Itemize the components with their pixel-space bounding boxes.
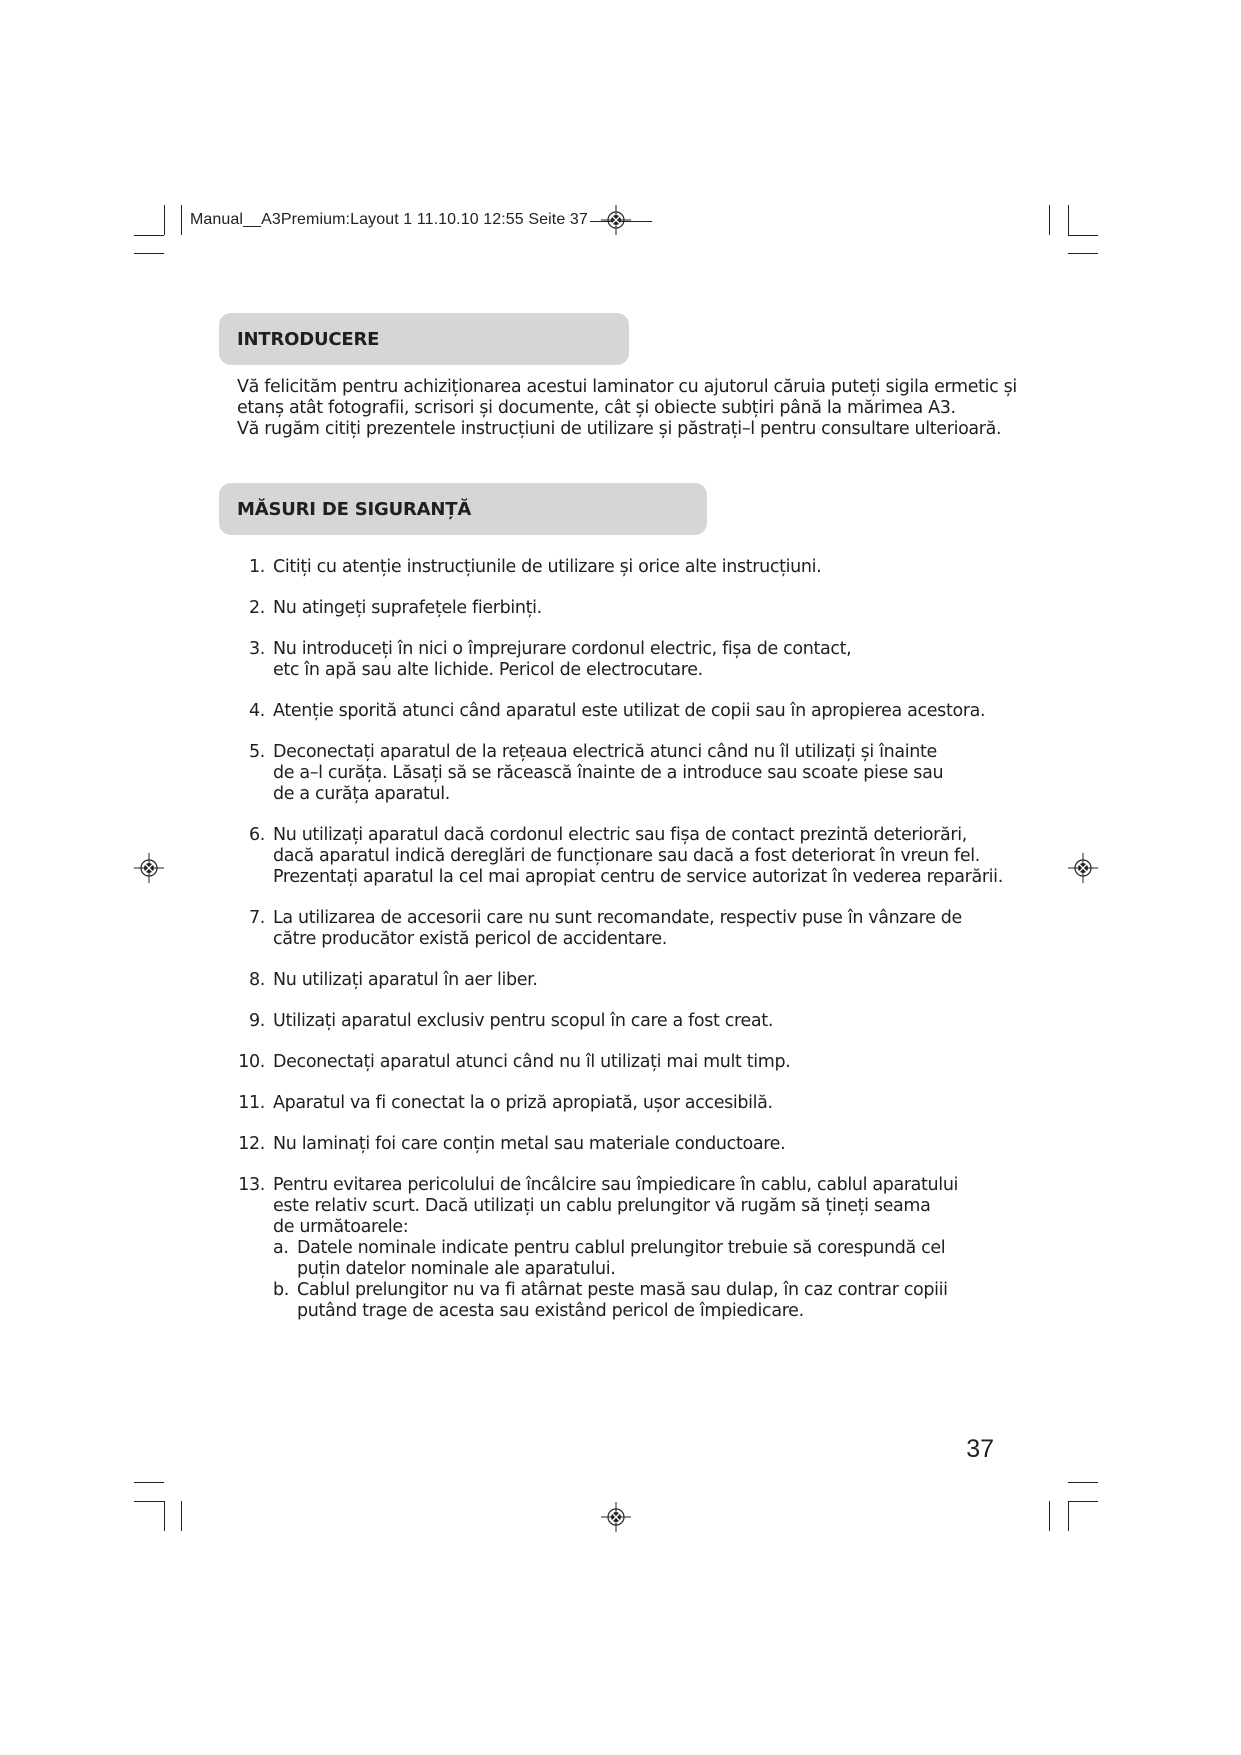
list-item-number: 5. xyxy=(249,742,265,762)
sub-list-item-line: Datele nominale indicate pentru cablul prelungitor trebuie să corespundă cel xyxy=(297,1238,946,1258)
safety-list xyxy=(237,557,1017,1342)
list-item-number: 4. xyxy=(249,701,265,721)
list-item xyxy=(237,742,1017,805)
crop-mark xyxy=(181,1501,182,1531)
section-heading-text: MĂSURI DE SIGURANȚĂ xyxy=(237,498,472,520)
list-item-line: Nu utilizați aparatul dacă cordonul electric sau fișa de contact prezintă deteriorări, xyxy=(273,825,967,845)
crop-mark xyxy=(164,205,165,235)
list-item xyxy=(237,639,1017,681)
list-item-line: către producător există pericol de accidentare. xyxy=(273,929,667,949)
section-heading-introduction xyxy=(219,313,629,365)
list-item-line: este relativ scurt. Dacă utilizați un cablu prelungitor vă rugăm să țineți seama xyxy=(273,1196,931,1216)
list-item-number: 6. xyxy=(249,825,265,845)
crop-mark xyxy=(134,1501,164,1502)
list-item-number: 12. xyxy=(238,1134,265,1154)
list-item-line: Nu atingeți suprafețele fierbinți. xyxy=(273,598,542,618)
list-item xyxy=(237,598,1017,619)
print-slug: Manual__A3Premium:Layout 1 11.10.10 12:55 Seite 37 xyxy=(190,211,588,228)
list-item-line: de următoarele: xyxy=(273,1217,409,1237)
crop-mark xyxy=(181,205,182,235)
intro-line: Vă rugăm citiți prezentele instrucțiuni de utilizare și păstrați–l pentru consultare ulterioară. xyxy=(237,419,1002,439)
list-item xyxy=(237,1175,1017,1322)
list-item-number: 3. xyxy=(249,639,265,659)
list-item xyxy=(237,1052,1017,1073)
sub-list-item-line: putând trage de acesta sau existând pericol de împiedicare. xyxy=(297,1301,804,1321)
list-item xyxy=(237,825,1017,888)
list-item-line: dacă aparatul indică dereglări de funcționare sau dacă a fost deteriorat în vreun fel. xyxy=(273,846,980,866)
section-heading-safety xyxy=(219,483,707,535)
list-item-line: Nu laminați foi care conțin metal sau materiale conductoare. xyxy=(273,1134,786,1154)
crop-mark xyxy=(1068,1501,1098,1502)
list-item-line: de a–l curăța. Lăsați să se răcească înainte de a introduce sau scoate piese sau xyxy=(273,763,944,783)
list-item-line: Atenție sporită atunci când aparatul este utilizat de copii sau în apropierea acestora. xyxy=(273,701,986,721)
sub-list xyxy=(273,1238,1017,1322)
list-item-number: 13. xyxy=(238,1175,265,1195)
intro-line: etanș atât fotografii, scrisori și documente, cât și obiecte subțiri până la mărimea A3. xyxy=(237,398,956,418)
list-item-number: 10. xyxy=(238,1052,265,1072)
crop-mark xyxy=(134,1482,164,1483)
list-item-line: Nu utilizați aparatul în aer liber. xyxy=(273,970,538,990)
list-item xyxy=(237,701,1017,722)
sub-list-item-line: Cablul prelungitor nu va fi atârnat peste masă sau dulap, în caz contrar copiii xyxy=(297,1280,948,1300)
registration-mark-icon xyxy=(601,1502,631,1532)
sub-list-item xyxy=(273,1238,1017,1280)
list-item xyxy=(237,1134,1017,1155)
crop-mark xyxy=(1049,205,1050,235)
crop-mark xyxy=(1068,253,1098,254)
crop-mark xyxy=(134,235,164,236)
crop-mark xyxy=(1068,235,1098,236)
crop-mark xyxy=(1068,205,1069,235)
list-item-line: La utilizarea de accesorii care nu sunt recomandate, respectiv puse în vânzare de xyxy=(273,908,962,928)
list-item-line: Utilizați aparatul exclusiv pentru scopul în care a fost creat. xyxy=(273,1011,774,1031)
list-item-line: Prezentați aparatul la cel mai apropiat centru de service autorizat în vederea reparării. xyxy=(273,867,1003,887)
list-item-line: Aparatul va fi conectat la o priză apropiată, ușor accesibilă. xyxy=(273,1093,773,1113)
list-item xyxy=(237,908,1017,950)
section-heading-text: INTRODUCERE xyxy=(237,328,380,350)
sub-list-item-line: puțin datelor nominale ale aparatului. xyxy=(297,1259,616,1279)
crop-mark xyxy=(164,1501,165,1531)
list-item-number: 8. xyxy=(249,970,265,990)
crop-mark xyxy=(134,253,164,254)
list-item-number: 7. xyxy=(249,908,265,928)
crop-mark xyxy=(1068,1501,1069,1531)
intro-line: Vă felicităm pentru achiziționarea acestui laminator cu ajutorul căruia puteți sigila ermetic și xyxy=(237,377,1017,397)
crop-mark xyxy=(1068,1482,1098,1483)
sub-list-item xyxy=(273,1280,1017,1322)
list-item-number: 9. xyxy=(249,1011,265,1031)
registration-mark-icon xyxy=(134,853,164,883)
list-item-line: Pentru evitarea pericolului de încâlcire sau împiedicare în cablu, cablul aparatului xyxy=(273,1175,959,1195)
list-item xyxy=(237,1011,1017,1032)
list-item xyxy=(237,1093,1017,1114)
list-item-line: Nu introduceți în nici o împrejurare cordonul electric, fișa de contact, xyxy=(273,639,852,659)
list-item-line: de a curăța aparatul. xyxy=(273,784,451,804)
sub-list-item-letter: a. xyxy=(273,1238,289,1258)
list-item-line: Citiți cu atenție instrucțiunile de utilizare și orice alte instrucțiuni. xyxy=(273,557,822,577)
sub-list-item-letter: b. xyxy=(273,1280,289,1300)
list-item-line: etc în apă sau alte lichide. Pericol de electrocutare. xyxy=(273,660,703,680)
list-item-number: 11. xyxy=(238,1093,265,1113)
introduction-text xyxy=(237,377,1017,440)
list-item xyxy=(237,557,1017,578)
list-item-number: 1. xyxy=(249,557,265,577)
registration-mark-icon xyxy=(1068,853,1098,883)
list-item-number: 2. xyxy=(249,598,265,618)
list-item xyxy=(237,970,1017,991)
crop-mark xyxy=(1049,1501,1050,1531)
registration-mark-icon xyxy=(601,205,631,235)
list-item-line: Deconectați aparatul atunci când nu îl utilizați mai mult timp. xyxy=(273,1052,791,1072)
page-number: 37 xyxy=(966,1435,994,1463)
list-item-line: Deconectați aparatul de la rețeaua electrică atunci când nu îl utilizați și înainte xyxy=(273,742,937,762)
